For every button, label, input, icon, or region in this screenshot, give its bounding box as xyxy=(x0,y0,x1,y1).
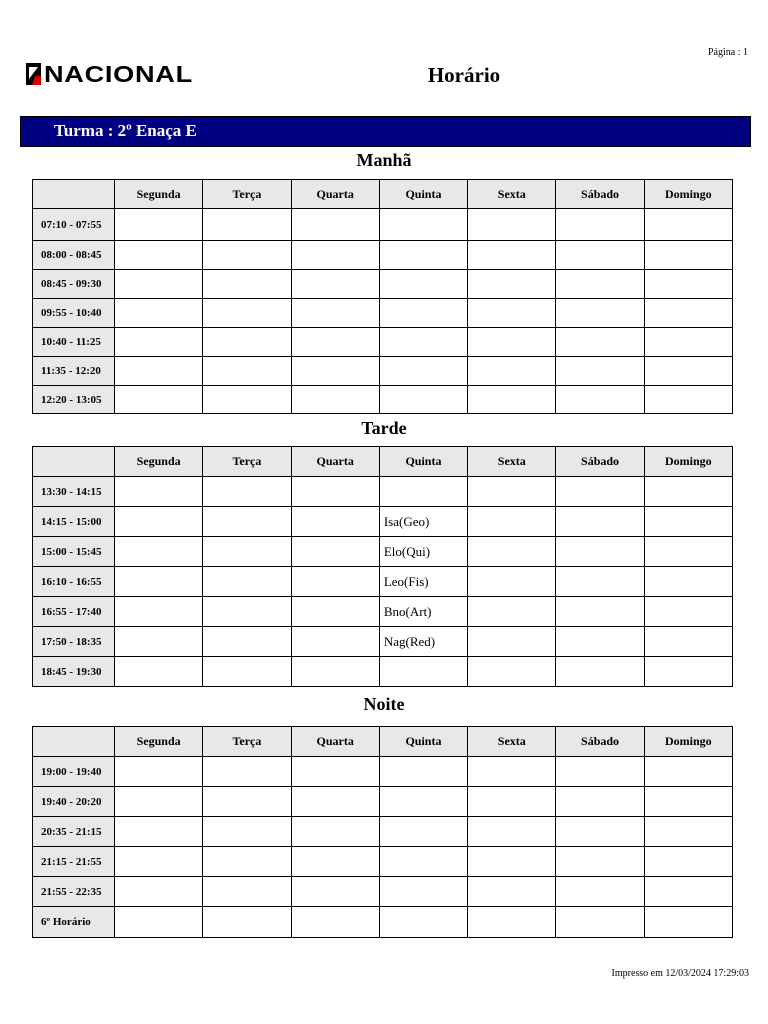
schedule-cell xyxy=(203,817,291,847)
schedule-cell xyxy=(644,328,732,357)
schedule-cell xyxy=(556,477,644,507)
time-slot: 16:55 - 17:40 xyxy=(33,597,115,627)
schedule-cell xyxy=(203,209,291,241)
day-header: Sábado xyxy=(556,447,644,477)
schedule-cell xyxy=(291,386,379,414)
schedule-cell xyxy=(203,507,291,537)
schedule-cell: Isa(Geo) xyxy=(379,507,467,537)
schedule-cell xyxy=(644,787,732,817)
schedule-cell xyxy=(556,757,644,787)
schedule-cell xyxy=(291,877,379,907)
header-row xyxy=(33,180,733,209)
schedule-cell xyxy=(556,328,644,357)
table-row xyxy=(33,328,733,357)
schedule-cell xyxy=(556,877,644,907)
schedule-cell xyxy=(291,299,379,328)
schedule-cell xyxy=(291,537,379,567)
time-slot: 09:55 - 10:40 xyxy=(33,299,115,328)
table-row xyxy=(33,847,733,877)
schedule-cell xyxy=(556,597,644,627)
schedule-cell xyxy=(644,241,732,270)
schedule-cell xyxy=(556,537,644,567)
schedule-cell xyxy=(115,507,203,537)
schedule-cell xyxy=(203,477,291,507)
table-row xyxy=(33,270,733,299)
schedule-cell: Leo(Fis) xyxy=(379,567,467,597)
schedule-cell xyxy=(468,877,556,907)
schedule-cell xyxy=(468,328,556,357)
schedule-cell xyxy=(291,507,379,537)
corner-cell xyxy=(33,180,115,209)
page-number: Página : 1 xyxy=(708,47,748,58)
schedule-cell xyxy=(468,567,556,597)
schedule-cell xyxy=(556,386,644,414)
schedule-cell xyxy=(291,907,379,938)
schedule-cell xyxy=(291,209,379,241)
logo-text: NACIONAL xyxy=(44,61,193,87)
schedule-cell xyxy=(644,567,732,597)
schedule-cell xyxy=(644,507,732,537)
schedule-cell xyxy=(556,357,644,386)
schedule-cell xyxy=(115,241,203,270)
schedule-cell xyxy=(468,817,556,847)
schedule-cell xyxy=(468,357,556,386)
schedule-cell xyxy=(644,386,732,414)
schedule-cell xyxy=(468,787,556,817)
schedule-cell xyxy=(379,357,467,386)
schedule-cell xyxy=(203,877,291,907)
schedule-cell xyxy=(203,270,291,299)
schedule-cell xyxy=(203,787,291,817)
day-header: Sexta xyxy=(468,180,556,209)
day-header: Domingo xyxy=(644,180,732,209)
schedule-cell xyxy=(291,597,379,627)
schedule-cell xyxy=(203,299,291,328)
schedule-cell xyxy=(203,328,291,357)
schedule-cell xyxy=(291,657,379,687)
schedule-cell xyxy=(556,847,644,877)
schedule-cell: Bno(Art) xyxy=(379,597,467,627)
schedule-cell xyxy=(379,270,467,299)
schedule-cell xyxy=(203,657,291,687)
schedule-cell xyxy=(379,817,467,847)
schedule-cell xyxy=(115,299,203,328)
schedule-cell xyxy=(291,357,379,386)
day-header: Quinta xyxy=(379,180,467,209)
day-header: Domingo xyxy=(644,447,732,477)
table-row xyxy=(33,907,733,938)
page-title: Horário xyxy=(427,63,501,87)
header-row xyxy=(33,727,733,757)
schedule-cell xyxy=(291,567,379,597)
day-header: Sábado xyxy=(556,727,644,757)
time-slot: 14:15 - 15:00 xyxy=(33,507,115,537)
table-row xyxy=(33,386,733,414)
schedule-cell: Nag(Red) xyxy=(379,627,467,657)
schedule-cell xyxy=(468,477,556,507)
day-header: Segunda xyxy=(115,727,203,757)
schedule-cell xyxy=(203,537,291,567)
table-row xyxy=(33,877,733,907)
schedule-cell xyxy=(644,817,732,847)
schedule-cell xyxy=(644,209,732,241)
day-header: Domingo xyxy=(644,727,732,757)
schedule-cell xyxy=(468,907,556,938)
schedule-cell xyxy=(644,270,732,299)
schedule-cell xyxy=(468,299,556,328)
schedule-cell xyxy=(468,270,556,299)
schedule-cell xyxy=(468,209,556,241)
time-slot: 08:45 - 09:30 xyxy=(33,270,115,299)
schedule-cell xyxy=(115,270,203,299)
table-row xyxy=(33,657,733,687)
schedule-cell xyxy=(468,507,556,537)
schedule-cell xyxy=(379,877,467,907)
day-header: Quarta xyxy=(291,727,379,757)
schedule-cell xyxy=(203,386,291,414)
schedule-cell xyxy=(379,787,467,817)
table-row xyxy=(33,817,733,847)
turma-label: Turma : 2º Enaça E xyxy=(54,121,197,140)
day-header: Sexta xyxy=(468,447,556,477)
schedule-cell xyxy=(644,877,732,907)
time-slot: 17:50 - 18:35 xyxy=(33,627,115,657)
schedule-cell xyxy=(468,757,556,787)
schedule-cell xyxy=(644,907,732,938)
time-slot: 16:10 - 16:55 xyxy=(33,567,115,597)
table-row xyxy=(33,787,733,817)
table-row xyxy=(33,567,733,597)
schedule-cell xyxy=(556,507,644,537)
table-row xyxy=(33,477,733,507)
day-header: Terça xyxy=(203,180,291,209)
schedule-cell xyxy=(644,299,732,328)
schedule-cell xyxy=(556,270,644,299)
schedule-cell xyxy=(115,357,203,386)
table-row xyxy=(33,241,733,270)
schedule-cell xyxy=(115,817,203,847)
time-slot: 11:35 - 12:20 xyxy=(33,357,115,386)
schedule-cell xyxy=(644,757,732,787)
schedule-cell xyxy=(203,847,291,877)
schedule-cell: Elo(Qui) xyxy=(379,537,467,567)
schedule-cell xyxy=(291,270,379,299)
day-header: Sábado xyxy=(556,180,644,209)
schedule-cell xyxy=(556,567,644,597)
schedule-table-noite xyxy=(32,726,733,938)
time-slot: 18:45 - 19:30 xyxy=(33,657,115,687)
section-title-tarde: Tarde xyxy=(361,418,407,438)
time-slot: 07:10 - 07:55 xyxy=(33,209,115,241)
schedule-cell xyxy=(115,477,203,507)
table-row xyxy=(33,597,733,627)
day-header: Segunda xyxy=(115,180,203,209)
schedule-cell xyxy=(468,537,556,567)
schedule-cell xyxy=(115,787,203,817)
day-header: Quarta xyxy=(291,447,379,477)
schedule-table-manha xyxy=(32,179,733,414)
table-row xyxy=(33,507,733,537)
schedule-cell xyxy=(379,299,467,328)
schedule-cell xyxy=(379,657,467,687)
schedule-cell xyxy=(468,241,556,270)
schedule-cell xyxy=(115,657,203,687)
schedule-cell xyxy=(291,757,379,787)
schedule-cell xyxy=(644,847,732,877)
day-header: Terça xyxy=(203,447,291,477)
schedule-cell xyxy=(291,787,379,817)
day-header: Sexta xyxy=(468,727,556,757)
time-slot: 10:40 - 11:25 xyxy=(33,328,115,357)
header-row xyxy=(33,447,733,477)
schedule-cell xyxy=(379,209,467,241)
day-header: Quinta xyxy=(379,447,467,477)
schedule-cell xyxy=(115,877,203,907)
table-row xyxy=(33,209,733,241)
time-slot: 13:30 - 14:15 xyxy=(33,477,115,507)
schedule-cell xyxy=(556,817,644,847)
turma-banner xyxy=(20,116,751,147)
schedule-cell xyxy=(379,847,467,877)
corner-cell xyxy=(33,447,115,477)
schedule-cell xyxy=(379,757,467,787)
time-slot: 21:55 - 22:35 xyxy=(33,877,115,907)
time-slot: 08:00 - 08:45 xyxy=(33,241,115,270)
schedule-cell xyxy=(115,567,203,597)
schedule-cell xyxy=(556,209,644,241)
schedule-cell xyxy=(556,907,644,938)
schedule-cell xyxy=(379,328,467,357)
schedule-cell xyxy=(115,209,203,241)
schedule-cell xyxy=(115,757,203,787)
schedule-cell xyxy=(468,386,556,414)
schedule-cell xyxy=(379,907,467,938)
schedule-table-tarde xyxy=(32,446,733,687)
schedule-cell xyxy=(644,357,732,386)
schedule-cell xyxy=(203,757,291,787)
time-slot: 21:15 - 21:55 xyxy=(33,847,115,877)
schedule-cell xyxy=(203,567,291,597)
schedule-cell xyxy=(468,627,556,657)
schedule-cell xyxy=(203,597,291,627)
section-title-noite: Noite xyxy=(363,694,405,714)
schedule-cell xyxy=(556,787,644,817)
day-header: Terça xyxy=(203,727,291,757)
time-slot: 20:35 - 21:15 xyxy=(33,817,115,847)
time-slot: 6º Horário xyxy=(33,907,115,938)
schedule-cell xyxy=(379,386,467,414)
schedule-cell xyxy=(644,597,732,627)
schedule-cell xyxy=(468,847,556,877)
time-slot: 19:40 - 20:20 xyxy=(33,787,115,817)
schedule-cell xyxy=(115,386,203,414)
table-row xyxy=(33,627,733,657)
day-header: Segunda xyxy=(115,447,203,477)
schedule-cell xyxy=(115,907,203,938)
time-slot: 19:00 - 19:40 xyxy=(33,757,115,787)
schedule-cell xyxy=(644,477,732,507)
schedule-cell xyxy=(379,477,467,507)
schedule-cell xyxy=(291,241,379,270)
corner-cell xyxy=(33,727,115,757)
schedule-cell xyxy=(203,241,291,270)
section-title-manha: Manhã xyxy=(356,150,412,170)
schedule-cell xyxy=(291,477,379,507)
schedule-cell xyxy=(203,627,291,657)
schedule-cell xyxy=(644,537,732,567)
schedule-cell xyxy=(203,907,291,938)
schedule-cell xyxy=(115,537,203,567)
day-header: Quarta xyxy=(291,180,379,209)
table-row xyxy=(33,537,733,567)
schedule-cell xyxy=(556,657,644,687)
schedule-cell xyxy=(291,817,379,847)
schedule-cell xyxy=(115,847,203,877)
schedule-cell xyxy=(291,847,379,877)
printed-timestamp: Impresso em 12/03/2024 17:29:03 xyxy=(611,968,749,979)
schedule-cell xyxy=(468,597,556,627)
schedule-cell xyxy=(115,627,203,657)
schedule-cell xyxy=(115,328,203,357)
day-header: Quinta xyxy=(379,727,467,757)
table-row xyxy=(33,299,733,328)
time-slot: 15:00 - 15:45 xyxy=(33,537,115,567)
schedule-cell xyxy=(468,657,556,687)
schedule-cell xyxy=(644,627,732,657)
schedule-cell xyxy=(556,299,644,328)
schedule-cell xyxy=(379,241,467,270)
schedule-cell xyxy=(203,357,291,386)
table-row xyxy=(33,357,733,386)
schedule-cell xyxy=(291,627,379,657)
schedule-cell xyxy=(556,241,644,270)
table-row xyxy=(33,757,733,787)
schedule-cell xyxy=(115,597,203,627)
schedule-cell xyxy=(644,657,732,687)
schedule-cell xyxy=(556,627,644,657)
time-slot: 12:20 - 13:05 xyxy=(33,386,115,414)
schedule-cell xyxy=(291,328,379,357)
